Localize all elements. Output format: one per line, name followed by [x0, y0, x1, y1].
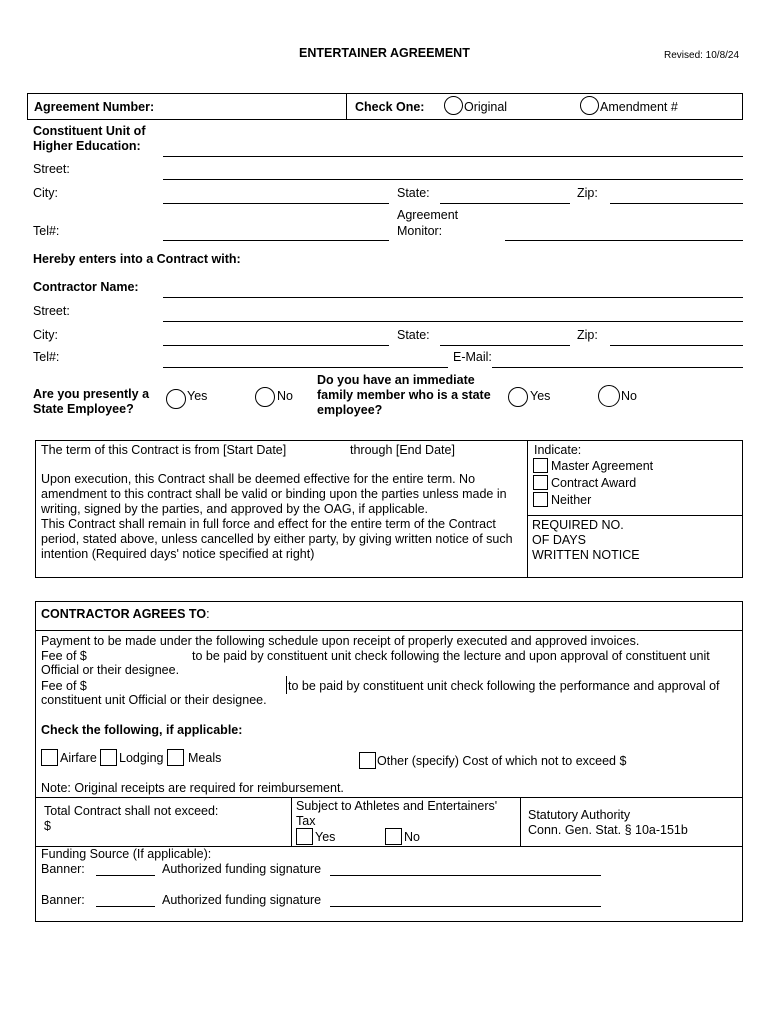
contract-award-checkbox[interactable] [533, 475, 548, 490]
constituent-unit-field[interactable] [163, 156, 743, 157]
term-paragraph-1-line-2: amendment to this contract shall be valid or binding upon the parties unless made in [41, 487, 507, 501]
constituent-zip-field[interactable] [610, 203, 743, 204]
contractor-email-label: E-Mail: [453, 350, 492, 364]
meals-label: Meals [188, 751, 222, 765]
required-days-label-2: OF DAYS [532, 533, 586, 547]
contractor-street-label: Street: [33, 304, 70, 318]
hereby-heading: Hereby enters into a Contract with: [33, 252, 241, 266]
constituent-city-field[interactable] [163, 203, 389, 204]
banner-field-2[interactable] [96, 906, 155, 907]
tax-no-label: No [404, 830, 420, 844]
airfare-label: Airfare [60, 751, 97, 765]
term-right-divider [527, 515, 743, 516]
contractor-tel-field[interactable] [163, 367, 448, 368]
agreement-monitor-field[interactable] [505, 240, 743, 241]
family-no-radio[interactable] [598, 385, 620, 407]
term-paragraph-2-line-1: This Contract shall remain in full force and effect for the entire term of the Contract [41, 517, 496, 531]
payment-schedule-text: Payment to be made under the following schedule upon receipt of properly executed and approved invoices. [41, 634, 640, 648]
check-applicable-heading: Check the following, if applicable: [41, 723, 243, 737]
total-contract-label: Total Contract shall not exceed: [44, 804, 219, 818]
tax-yes-label: Yes [315, 830, 336, 844]
other-label: Other (specify) Cost of which not to exceed $ [377, 754, 627, 768]
revised-date: Revised: 10/8/24 [664, 50, 740, 61]
auth-signature-label-2: Authorized funding signature [162, 893, 322, 907]
constituent-city-label: City: [33, 186, 58, 200]
family-yes-radio[interactable] [508, 387, 528, 407]
constituent-zip-label: Zip: [577, 186, 598, 200]
tax-yes-checkbox[interactable] [296, 828, 313, 845]
neither-label: Neither [551, 493, 592, 507]
contract-award-label: Contract Award [551, 476, 637, 490]
family-question-3: employee? [317, 403, 383, 417]
contractor-zip-field[interactable] [610, 345, 743, 346]
contractor-zip-label: Zip: [577, 328, 598, 342]
lodging-checkbox[interactable] [100, 749, 117, 766]
term-paragraph-1-line-3: writing, signed by the parties, and approved by the OAG, if applicable. [41, 502, 429, 516]
term-start-text: The term of this Contract is from [Start Date] [41, 443, 287, 457]
contractor-street-field[interactable] [163, 321, 743, 322]
state-employee-no-label: No [277, 389, 293, 403]
fee-2-field-edge[interactable] [286, 676, 287, 694]
contractor-state-field[interactable] [440, 345, 570, 346]
totals-divider-1 [291, 797, 292, 847]
other-checkbox[interactable] [359, 752, 376, 769]
original-radio[interactable] [444, 96, 463, 115]
family-no-label: No [621, 389, 637, 403]
agreement-divider [346, 93, 347, 120]
agreement-monitor-label-2: Monitor: [397, 224, 443, 238]
state-employee-question-1: Are you presently a [33, 387, 150, 401]
family-yes-label: Yes [530, 389, 551, 403]
contractor-agrees-heading-text: CONTRACTOR AGREES TO [41, 607, 207, 621]
tax-subject-label-1: Subject to Athletes and Entertainers' [296, 799, 498, 813]
master-agreement-checkbox[interactable] [533, 458, 548, 473]
neither-checkbox[interactable] [533, 492, 548, 507]
fee-2-label: Fee of $ [41, 679, 87, 693]
receipts-note: Note: Original receipts are required for reimbursement. [41, 781, 344, 795]
constituent-state-label: State: [397, 186, 430, 200]
term-paragraph-1-line-1: Upon execution, this Contract shall be deemed effective for the entire term. No [41, 472, 476, 486]
required-days-label-1: REQUIRED NO. [532, 518, 624, 532]
constituent-street-label: Street: [33, 162, 70, 176]
fee-1-text: to be paid by constituent unit check following the lecture and upon approval of constituent unit [192, 649, 710, 663]
constituent-state-field[interactable] [440, 203, 570, 204]
original-label: Original [464, 100, 508, 114]
constituent-unit-label-1: Constituent Unit of [33, 124, 146, 138]
contractor-tel-label: Tel#: [33, 350, 60, 364]
family-question-1: Do you have an immediate [317, 373, 475, 387]
agreement-monitor-label-1: Agreement [397, 208, 459, 222]
term-paragraph-2-line-3: intention (Required days' notice specified at right) [41, 547, 315, 561]
agreement-number-label: Agreement Number: [34, 100, 155, 114]
contractor-city-label: City: [33, 328, 58, 342]
auth-signature-label-1: Authorized funding signature [162, 862, 322, 876]
contractor-agrees-heading-colon: : [206, 607, 210, 621]
indicate-label: Indicate: [534, 443, 582, 457]
contractor-city-field[interactable] [163, 345, 389, 346]
state-employee-yes-label: Yes [187, 389, 208, 403]
auth-signature-field-2[interactable] [330, 906, 601, 907]
family-question-2: family member who is a state [317, 388, 491, 402]
banner-field-1[interactable] [96, 875, 155, 876]
term-paragraph-2-line-2: period, stated above, unless cancelled by either party, by giving written notice of such [41, 532, 513, 546]
contractor-name-field[interactable] [163, 297, 743, 298]
contractor-agrees-heading [41, 607, 210, 621]
lodging-label: Lodging [119, 751, 164, 765]
tax-subject-label-2: Tax [296, 814, 316, 828]
statutory-citation: Conn. Gen. Stat. § 10a-151b [528, 823, 688, 837]
auth-signature-field-1[interactable] [330, 875, 601, 876]
required-days-label-3: WRITTEN NOTICE [532, 548, 640, 562]
contractor-name-label: Contractor Name: [33, 280, 139, 294]
constituent-tel-field[interactable] [163, 240, 389, 241]
constituent-street-field[interactable] [163, 179, 743, 180]
document-title: ENTERTAINER AGREEMENT [299, 46, 470, 60]
master-agreement-label: Master Agreement [551, 459, 654, 473]
banner-label-1: Banner: [41, 862, 85, 876]
contractor-state-label: State: [397, 328, 430, 342]
total-contract-dollar: $ [44, 819, 51, 833]
term-end-text: through [End Date] [350, 443, 455, 457]
check-one-label: Check One: [355, 100, 425, 114]
agrees-heading-divider [35, 630, 743, 631]
airfare-checkbox[interactable] [41, 749, 58, 766]
tax-no-checkbox[interactable] [385, 828, 402, 845]
constituent-tel-label: Tel#: [33, 224, 60, 238]
statutory-authority-label: Statutory Authority [528, 808, 631, 822]
state-employee-yes-radio[interactable] [166, 389, 186, 409]
state-employee-no-radio[interactable] [255, 387, 275, 407]
banner-label-2: Banner: [41, 893, 85, 907]
fee-2-text: to be paid by constituent unit check following the performance and approval of [288, 679, 720, 693]
meals-checkbox[interactable] [167, 749, 184, 766]
totals-divider-2 [520, 797, 521, 847]
amendment-label: Amendment # [600, 100, 678, 114]
amendment-radio[interactable] [580, 96, 599, 115]
fee-1-text-2: Official or their designee. [41, 663, 180, 677]
state-employee-question-2: State Employee? [33, 402, 134, 416]
fee-2-text-2: constituent unit Official or their designee. [41, 693, 267, 707]
contractor-email-field[interactable] [492, 367, 743, 368]
fee-1-label: Fee of $ [41, 649, 87, 663]
constituent-unit-label-2: Higher Education: [33, 139, 141, 153]
term-divider [527, 440, 528, 578]
funding-source-label: Funding Source (If applicable): [41, 847, 212, 861]
